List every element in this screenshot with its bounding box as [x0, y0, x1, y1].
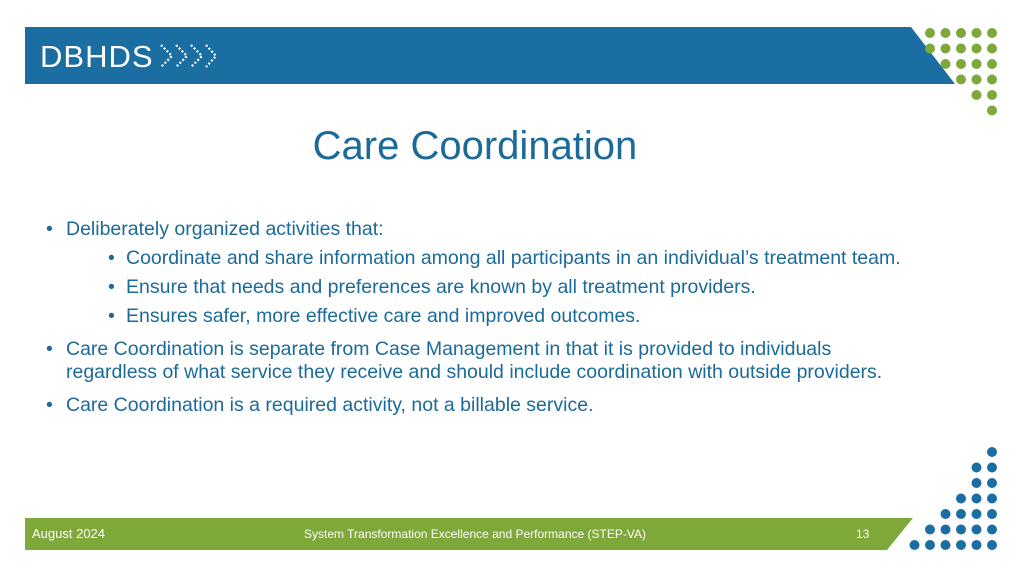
footer-title: System Transformation Excellence and Performance (STEP-VA)	[304, 527, 646, 541]
blue-dot	[956, 494, 966, 504]
green-dot	[956, 59, 966, 69]
green-dot	[987, 44, 997, 54]
green-dot-pattern	[0, 0, 1024, 120]
blue-dot	[987, 525, 997, 535]
green-dot	[941, 44, 951, 54]
blue-dot	[972, 525, 982, 535]
blue-dot	[956, 540, 966, 550]
green-dot	[956, 44, 966, 54]
green-dot	[941, 28, 951, 38]
green-dot	[925, 28, 935, 38]
sub-bullet-item: • Ensures safer, more effective care and improved outcomes.	[66, 305, 914, 328]
green-dot	[987, 28, 997, 38]
blue-dot	[972, 478, 982, 488]
bullet-text: • Care Coordination is a required activity, not a billable service.	[66, 394, 594, 416]
blue-dot	[987, 494, 997, 504]
bullet-item	[44, 218, 914, 328]
bullet-item	[44, 394, 914, 417]
blue-dot	[925, 525, 935, 535]
page-number: 13	[856, 527, 870, 541]
logo-text: DBHDS	[40, 38, 154, 74]
green-dot	[956, 75, 966, 85]
bullet-item	[44, 338, 914, 384]
blue-dot	[987, 463, 997, 473]
blue-dot	[941, 509, 951, 519]
blue-dot	[987, 447, 997, 457]
green-dot	[972, 90, 982, 100]
footer-date: August 2024	[32, 526, 106, 541]
blue-dot	[972, 540, 982, 550]
blue-dot	[925, 540, 935, 550]
blue-dot	[972, 463, 982, 473]
green-dot	[972, 44, 982, 54]
blue-dot	[941, 540, 951, 550]
green-dot	[956, 28, 966, 38]
blue-dot	[987, 540, 997, 550]
green-dot	[972, 28, 982, 38]
bullet-text: • Care Coordination is separate from Case Management in that it is provided to individuals regardless of what service they receive and should include coordination with outside providers.	[66, 338, 883, 383]
green-dot	[925, 44, 935, 54]
green-dot	[987, 59, 997, 69]
blue-dot	[956, 509, 966, 519]
green-dot	[972, 59, 982, 69]
blue-dot	[987, 509, 997, 519]
slide-title: Care Coordination	[312, 124, 638, 168]
blue-dot	[956, 525, 966, 535]
sub-bullet-item: • Coordinate and share information among all participants in an individual’s treatment team.	[66, 247, 914, 270]
slide-body	[44, 218, 914, 427]
blue-dot	[941, 525, 951, 535]
green-dot	[941, 59, 951, 69]
blue-dot	[972, 494, 982, 504]
green-dot	[972, 75, 982, 85]
green-dot	[987, 75, 997, 85]
green-dot	[987, 106, 997, 116]
blue-dot	[972, 509, 982, 519]
bullet-text: • Deliberately organized activities that:	[66, 218, 384, 240]
blue-dot	[987, 478, 997, 488]
green-dot	[987, 90, 997, 100]
sub-bullet-item: • Ensure that needs and preferences are known by all treatment providers.	[66, 276, 914, 299]
